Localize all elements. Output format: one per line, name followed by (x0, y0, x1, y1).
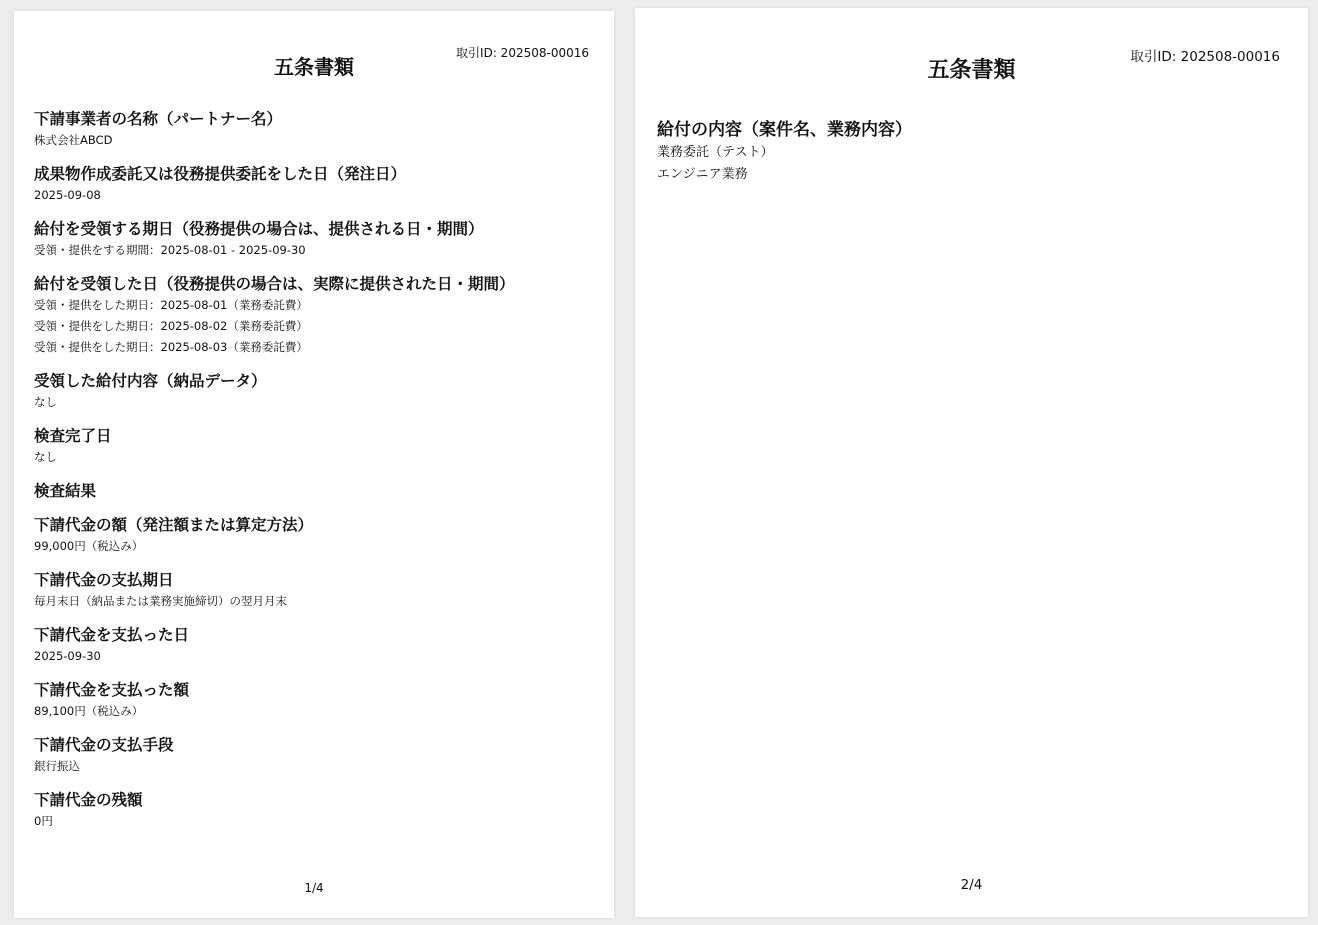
field-list (34, 108, 594, 844)
field-value: 0円 (34, 814, 53, 828)
field-label: 検査結果 (34, 482, 97, 500)
field-item (34, 789, 594, 832)
page-number: 2/4 (960, 877, 983, 893)
field-value: 89,100円（税込み） (34, 704, 144, 718)
field-item (34, 514, 594, 557)
field-value: なし (34, 450, 57, 464)
field-item (34, 218, 594, 261)
field-value: 株式会社ABCD (34, 133, 113, 147)
field-value: 受領・提供をした期日：2025-08-02（業務委託費） (34, 319, 308, 333)
field-item (34, 163, 594, 206)
field-label: 下請代金の残額 (34, 791, 143, 809)
field-value: 受領・提供をする期間：2025-08-01 - 2025-09-30 (34, 243, 306, 257)
field-item (34, 273, 594, 358)
field-value: 毎月末日（納品または業務実施締切）の翌月月末 (34, 594, 287, 608)
transaction-id: 取引ID: 202508-00016 (456, 46, 589, 60)
field-item (657, 118, 1288, 186)
field-label: 下請代金の額（発注額または算定方法） (34, 516, 314, 534)
field-label: 下請事業者の名称（パートナー名） (34, 110, 283, 128)
field-value: 2025-09-30 (34, 649, 101, 663)
field-label: 給付を受領した日（役務提供の場合は、実際に提供された日・期間） (34, 275, 515, 293)
document-title: 五条書類 (274, 55, 354, 79)
field-label: 検査完了日 (34, 427, 112, 445)
field-label: 下請代金の支払手段 (34, 736, 174, 754)
field-value: エンジニア業務 (657, 167, 748, 182)
field-item (34, 425, 594, 468)
field-item (34, 108, 594, 151)
field-value: 受領・提供をした期日：2025-08-01（業務委託費） (34, 298, 308, 312)
field-value: 2025-09-08 (34, 188, 101, 202)
field-value: 銀行振込 (34, 759, 80, 773)
field-list (657, 118, 1288, 198)
field-label: 給付を受領する期日（役務提供の場合は、提供される日・期間） (34, 220, 484, 238)
field-value: 受領・提供をした期日：2025-08-03（業務委託費） (34, 340, 308, 354)
field-label: 下請代金を支払った日 (34, 626, 190, 644)
field-item (34, 569, 594, 612)
document-title: 五条書類 (927, 58, 1016, 83)
field-item (34, 679, 594, 722)
field-label: 成果物作成委託又は役務提供委託をした日（発注日） (34, 165, 407, 183)
field-label: 給付の内容（案件名、業務内容） (657, 120, 912, 140)
document-page-1 (14, 11, 614, 918)
field-item (34, 624, 594, 667)
field-label: 下請代金の支払期日 (34, 571, 174, 589)
page-number: 1/4 (304, 881, 324, 895)
field-item (34, 734, 594, 777)
field-item (34, 370, 594, 413)
transaction-id: 取引ID: 202508-00016 (1130, 49, 1280, 65)
field-item (34, 480, 594, 502)
field-label: 受領した給付内容（納品データ） (34, 372, 267, 390)
document-page-2 (635, 8, 1308, 917)
field-value: なし (34, 395, 57, 409)
field-label: 下請代金を支払った額 (34, 681, 190, 699)
field-value: 業務委託（テスト） (657, 145, 774, 160)
field-value: 99,000円（税込み） (34, 539, 144, 553)
